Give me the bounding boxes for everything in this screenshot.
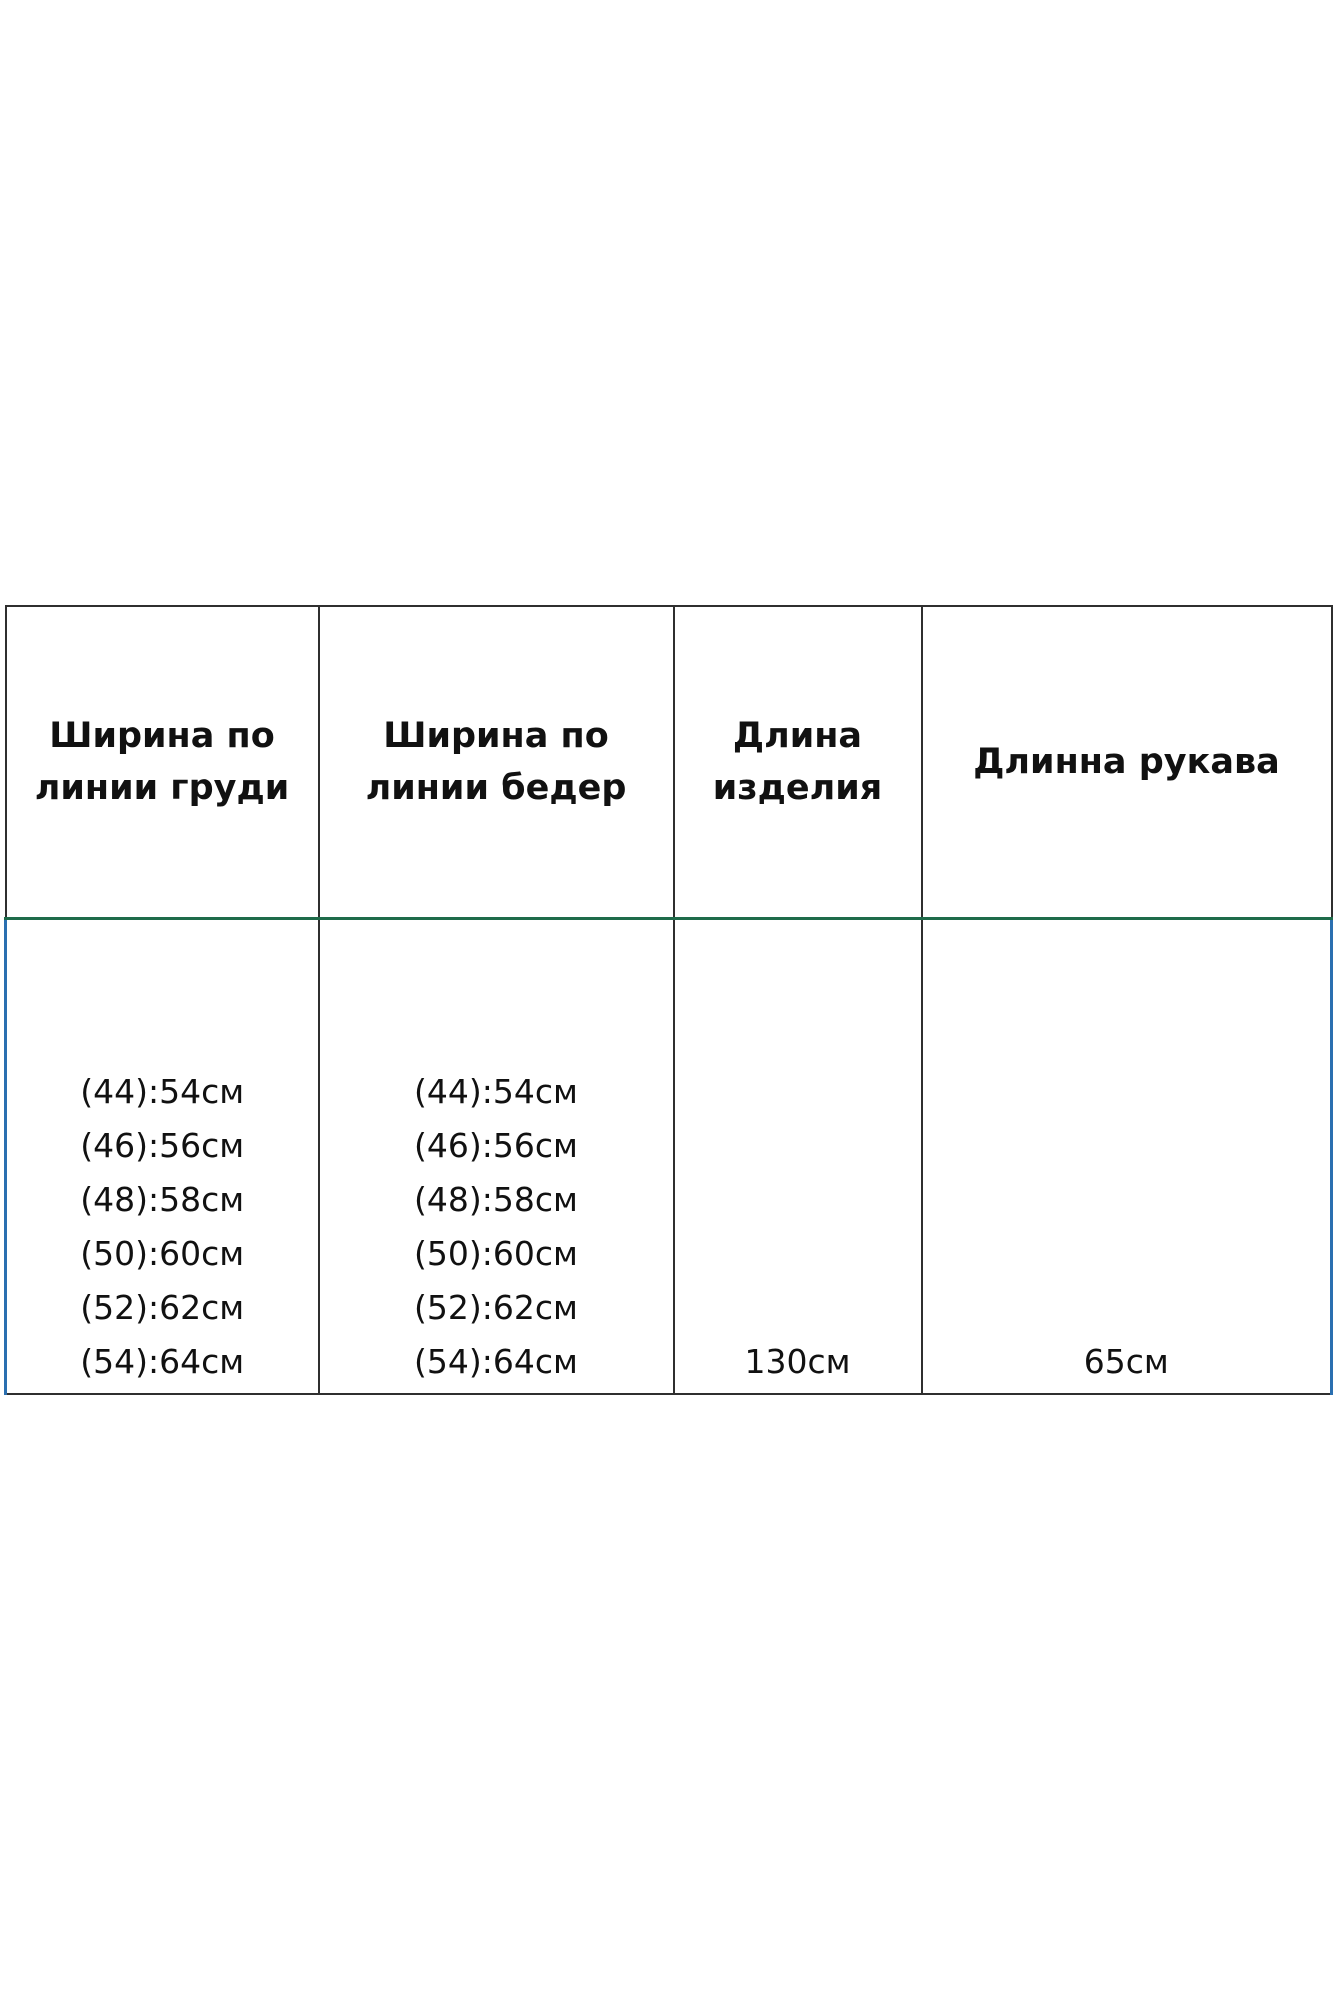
list-item: (48):58см [80,1180,245,1219]
header-line: Длинна рукава [973,741,1280,782]
header-hip-width [319,606,674,918]
list-item: (46):56см [80,1126,245,1165]
hip-width-cell [319,918,674,1394]
list-item: (54):64см [80,1342,245,1381]
values-row [6,918,1332,1394]
header-line: линии груди [34,767,290,808]
chest-size-list [7,1065,318,1389]
header-line: Ширина по [49,715,275,756]
list-item: (46):56см [414,1126,578,1165]
header-garment-length [674,606,922,918]
list-item: (52):62см [414,1288,578,1327]
hip-size-list [320,1065,673,1389]
garment-length-cell [674,918,922,1394]
header-sleeve-length [922,606,1332,918]
header-line: Ширина по [383,715,609,756]
header-chest-width [6,606,319,918]
size-chart-table [4,605,1333,1395]
list-item: (50):60см [80,1234,245,1273]
header-row [6,606,1332,918]
list-item: (44):54см [80,1072,245,1111]
header-line: линии бедер [365,767,627,808]
list-item: (54):64см [414,1342,578,1381]
sleeve-length-value: 65см [1083,1342,1169,1381]
header-line: Длина [732,715,863,756]
list-item: (44):54см [414,1072,578,1111]
list-item: (48):58см [414,1180,578,1219]
chest-width-cell [6,918,319,1394]
sleeve-length-cell [922,918,1332,1394]
garment-length-value: 130см [744,1342,851,1381]
list-item: (52):62см [80,1288,245,1327]
header-line: изделия [712,767,883,808]
list-item: (50):60см [414,1234,578,1273]
